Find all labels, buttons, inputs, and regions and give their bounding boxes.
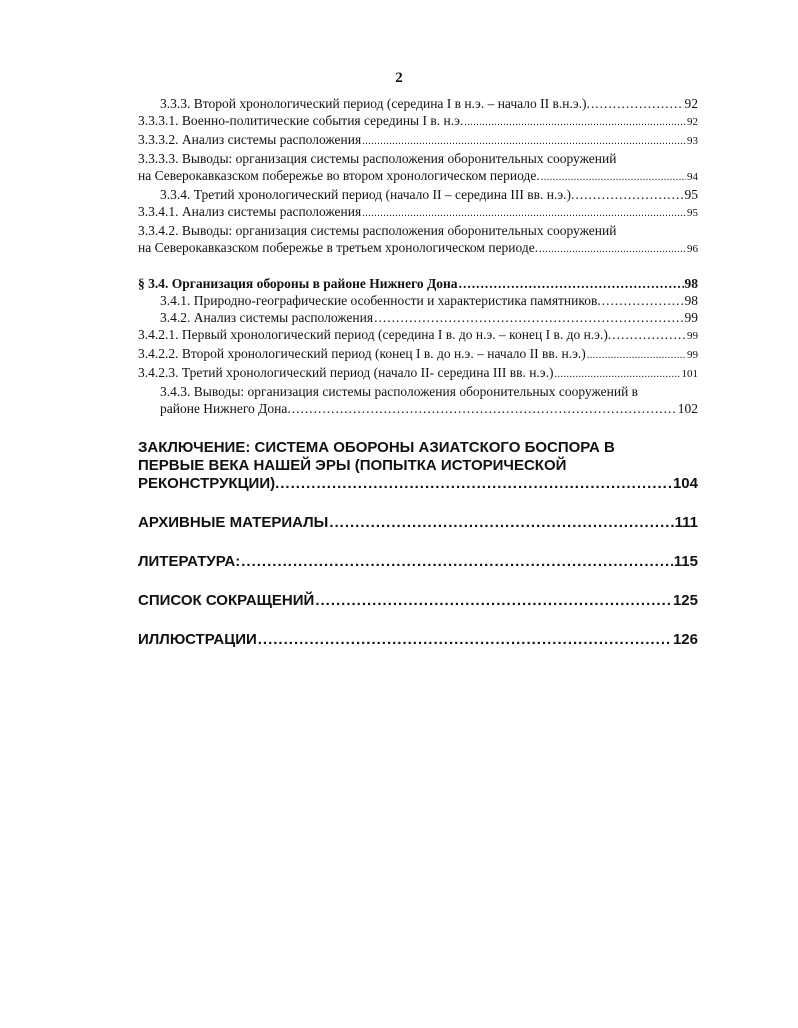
toc-entry-label: 3.3.3.1. Военно-политические события середины I в. н.э. bbox=[138, 113, 464, 128]
toc-entry-label: 3.4.2. Анализ системы расположения bbox=[160, 310, 374, 325]
section-page: 111 bbox=[674, 514, 698, 531]
leader-dots bbox=[292, 400, 677, 417]
toc-entry-page: 99 bbox=[687, 330, 698, 342]
section-label: АРХИВНЫЕ МАТЕРИАЛЫ bbox=[138, 514, 329, 531]
page-number: 2 bbox=[395, 70, 403, 86]
section-page: 126 bbox=[672, 631, 698, 648]
toc-entry-3-4-2-1 bbox=[138, 326, 698, 345]
leader-dots bbox=[280, 475, 672, 493]
toc-entry-3-3-3-3 bbox=[138, 150, 698, 186]
leader-dots bbox=[362, 203, 686, 222]
section-illustrations bbox=[138, 631, 698, 649]
toc-entry-page: 98 bbox=[684, 293, 698, 308]
leader-dots bbox=[362, 131, 686, 150]
toc-entry-page: 102 bbox=[677, 401, 698, 416]
toc-entry-3-3-4 bbox=[138, 186, 698, 203]
toc-entry-page: 95 bbox=[687, 207, 698, 219]
section-page: 104 bbox=[672, 475, 698, 492]
section-conclusion bbox=[138, 439, 698, 493]
toc-entry-label: 3.4.2.3. Третий хронологический период (начало II- середина III вв. н.э.) bbox=[138, 365, 554, 380]
toc-entry-page: 92 bbox=[684, 96, 698, 111]
toc-entry-3-4 bbox=[138, 275, 698, 292]
toc-entry-3-3-4-1 bbox=[138, 203, 698, 222]
section-literature bbox=[138, 553, 698, 571]
toc-entry-label-line1: 3.3.3.3. Выводы: организация системы расположения оборонительных сооружений bbox=[138, 151, 617, 166]
leader-dots bbox=[374, 309, 683, 326]
toc-entry-label: 3.4.1. Природно-географические особенности и характеристика памятников. bbox=[160, 293, 601, 308]
toc-entry-page: 99 bbox=[684, 310, 698, 325]
toc-entry-page: 94 bbox=[687, 171, 698, 183]
section-page: 115 bbox=[673, 553, 698, 570]
toc-entry-label: 3.3.4. Третий хронологический период (начало II – середина III вв. н.э.). bbox=[160, 187, 575, 202]
toc-entry-label-line2: на Северокавказском побережье во втором хронологичеcком периоде. bbox=[138, 168, 540, 183]
toc-entry-page: 101 bbox=[681, 368, 698, 380]
section-label-line1: ЗАКЛЮЧЕНИЕ: СИСТЕМА ОБОРОНЫ АЗИАТСКОГО БОСПОРА В bbox=[138, 439, 615, 456]
section-label: ЛИТЕРАТУРА: bbox=[138, 553, 241, 570]
toc-entry-3-4-2-2 bbox=[138, 345, 698, 364]
toc-entry-label: 3.4.2.2. Второй хронологический период (конец I в. до н.э. – начало II вв. н.э.) bbox=[138, 346, 586, 361]
toc-entry-3-4-3 bbox=[138, 383, 698, 417]
leader-dots bbox=[539, 239, 686, 258]
leader-dots bbox=[602, 292, 684, 309]
leader-dots bbox=[541, 167, 686, 186]
toc-entry-label: 3.3.3.2. Анализ системы расположения bbox=[138, 132, 362, 147]
toc-entry-page: 93 bbox=[687, 135, 698, 147]
section-abbreviations bbox=[138, 592, 698, 610]
toc-entry-3-3-4-2 bbox=[138, 222, 698, 258]
leader-dots bbox=[554, 364, 680, 383]
leader-dots bbox=[575, 186, 683, 203]
section-label-line3: РЕКОНСТРУКЦИИ). bbox=[138, 475, 280, 492]
toc-entry-label-line1: 3.3.4.2. Выводы: организация системы расположения оборонительных сооружений bbox=[138, 223, 617, 238]
toc-entry-3-4-1 bbox=[138, 292, 698, 309]
toc-entry-page: 99 bbox=[687, 349, 698, 361]
section-page: 125 bbox=[672, 592, 698, 609]
toc-entry-label-line2: на Северокавказском побережье в третьем хронологичеcком периоде. bbox=[138, 240, 539, 255]
leader-dots bbox=[241, 553, 673, 571]
toc-entry-label-line2: районе Нижнего Дона. bbox=[160, 401, 291, 416]
section-archive bbox=[138, 514, 698, 532]
section-label: ИЛЛЮСТРАЦИИ bbox=[138, 631, 257, 648]
leader-dots bbox=[329, 514, 673, 532]
leader-dots bbox=[315, 592, 672, 610]
toc-entry-page: 95 bbox=[684, 187, 698, 202]
toc-entry-page: 96 bbox=[687, 243, 698, 255]
toc-entry-3-4-2 bbox=[138, 309, 698, 326]
toc-entry-label-line1: 3.4.3. Выводы: организация системы расположения оборонительных сооружений в bbox=[160, 384, 639, 399]
toc-entry-label: 3.4.2.1. Первый хронологический период (середина I в. до н.э. – конец I в. до н.э.). bbox=[138, 327, 612, 342]
toc-entry-3-3-3-2 bbox=[138, 131, 698, 150]
toc-entry-label: 3.3.4.1. Анализ системы расположения bbox=[138, 204, 362, 219]
leader-dots bbox=[258, 631, 672, 649]
toc-entry-label: § 3.4. Организация обороны в районе Нижнего Дона bbox=[138, 276, 458, 291]
leader-dots bbox=[612, 326, 686, 343]
toc-entry-3-3-3-1 bbox=[138, 112, 698, 131]
section-label: СПИСОК СОКРАЩЕНИЙ bbox=[138, 592, 315, 609]
section-label-line2: ПЕРВЫЕ ВЕКА НАШЕЙ ЭРЫ (ПОПЫТКА ИСТОРИЧЕСКОЙ bbox=[138, 457, 567, 474]
leader-dots bbox=[464, 112, 686, 131]
table-of-contents bbox=[138, 95, 698, 649]
toc-entry-3-4-2-3 bbox=[138, 364, 698, 383]
toc-entry-3-3-3 bbox=[138, 95, 698, 112]
leader-dots bbox=[587, 345, 686, 364]
toc-entry-label: 3.3.3. Второй хронологический период (середина I в н.э. – начало II в.н.э.). bbox=[160, 96, 590, 111]
final-sections bbox=[138, 439, 698, 649]
leader-dots bbox=[591, 95, 684, 112]
toc-entry-page: 92 bbox=[687, 116, 698, 128]
toc-entry-page: 98 bbox=[684, 276, 698, 291]
leader-dots bbox=[459, 275, 684, 292]
